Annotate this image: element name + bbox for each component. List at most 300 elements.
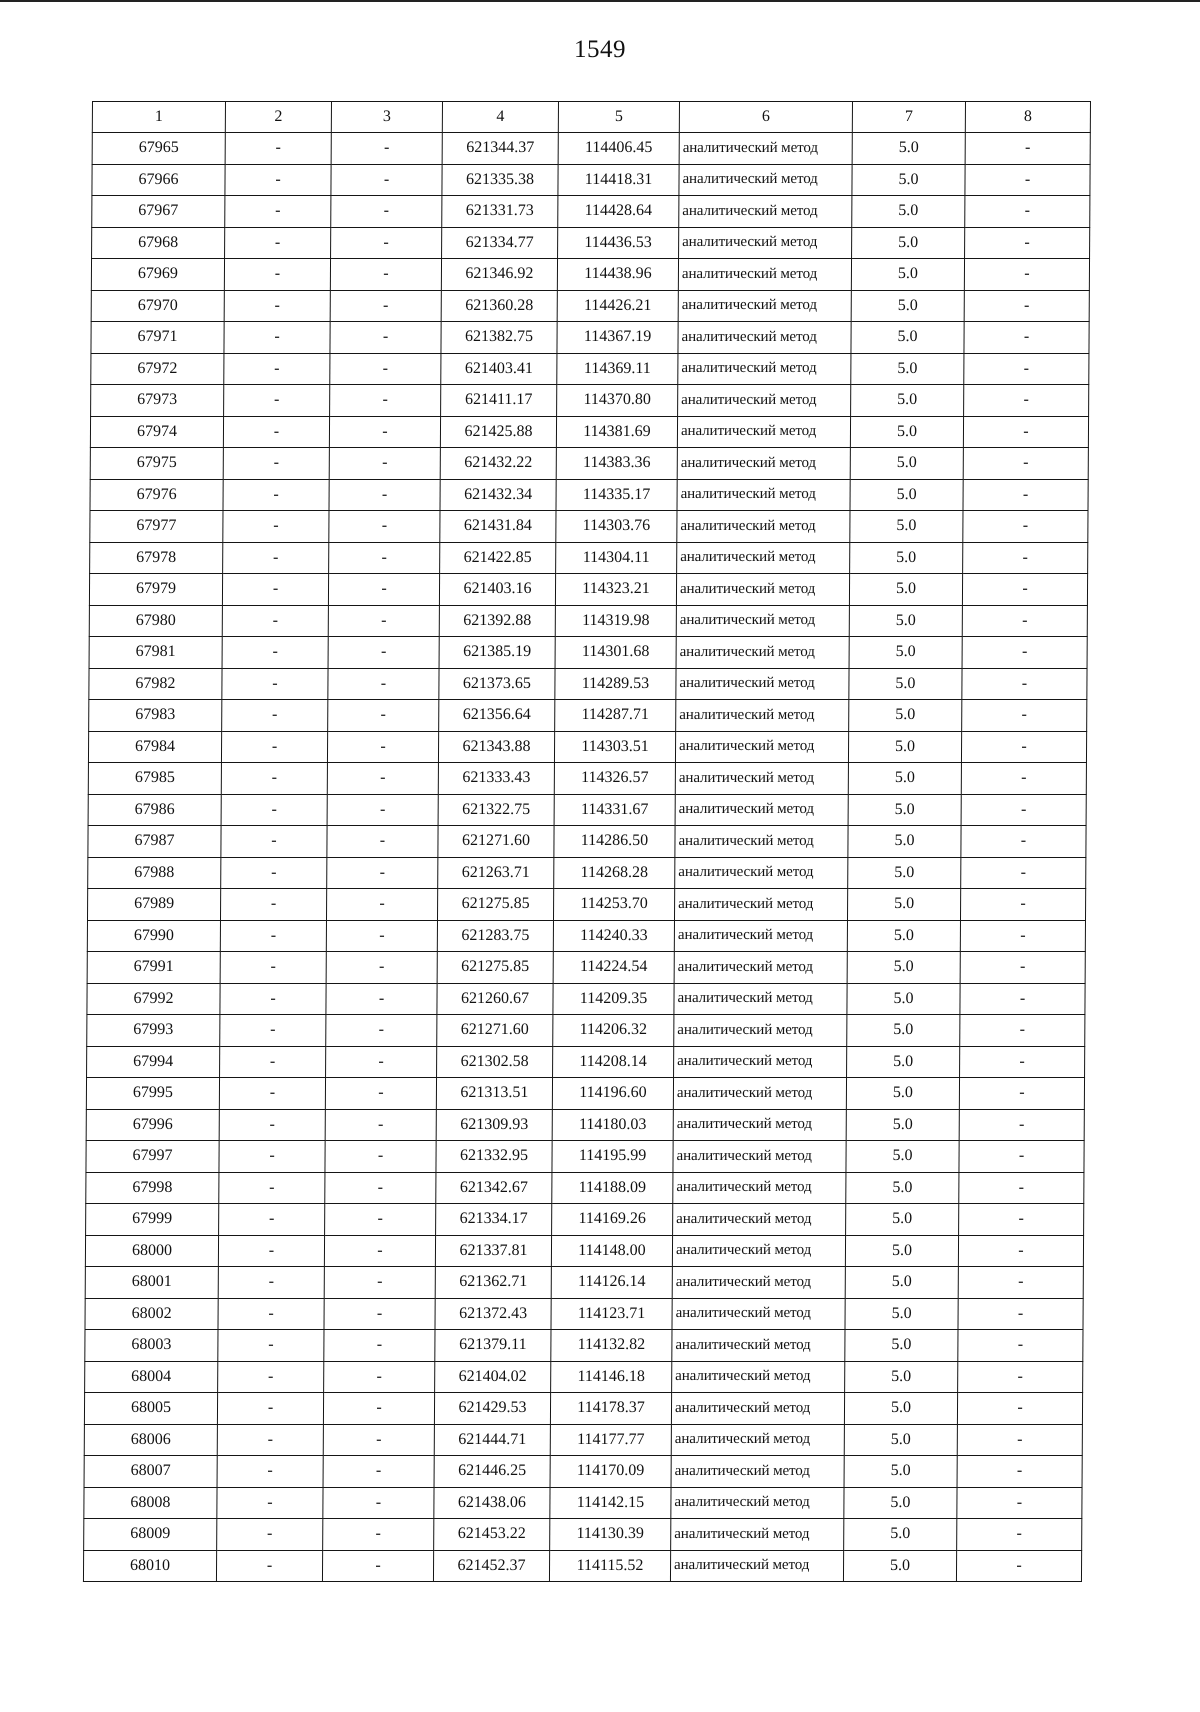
accuracy-cell: 5.0: [851, 259, 964, 291]
x-coordinate-cell: 621403.16: [439, 574, 555, 606]
point-number-cell: 67966: [92, 164, 225, 196]
col2-cell: -: [224, 385, 330, 417]
col3-cell: -: [329, 416, 440, 448]
point-number-cell: 67981: [89, 637, 222, 669]
col3-cell: -: [324, 1330, 435, 1362]
col8-cell: -: [961, 731, 1086, 763]
method-cell: аналитический метод: [677, 511, 850, 543]
col3-cell: -: [327, 731, 438, 763]
method-cell: аналитический метод: [671, 1456, 844, 1488]
x-coordinate-cell: 621429.53: [434, 1393, 550, 1425]
col2-cell: -: [219, 1204, 325, 1236]
y-coordinate-cell: 114304.11: [556, 542, 677, 574]
x-coordinate-cell: 621425.88: [440, 416, 556, 448]
col3-cell: -: [331, 133, 442, 165]
accuracy-cell: 5.0: [846, 1141, 959, 1173]
col3-cell: -: [327, 794, 438, 826]
x-coordinate-cell: 621275.85: [437, 889, 553, 921]
accuracy-cell: 5.0: [849, 668, 962, 700]
y-coordinate-cell: 114303.76: [556, 511, 677, 543]
col8-cell: -: [963, 416, 1088, 448]
col8-cell: -: [962, 637, 1087, 669]
method-cell: аналитический метод: [676, 637, 849, 669]
method-cell: аналитический метод: [679, 133, 852, 165]
col8-cell: -: [957, 1519, 1082, 1551]
col2-cell: -: [225, 227, 331, 259]
col8-cell: -: [964, 353, 1089, 385]
method-cell: аналитический метод: [671, 1487, 844, 1519]
y-coordinate-cell: 114130.39: [550, 1519, 671, 1551]
col3-cell: -: [329, 542, 440, 574]
table-row: [92, 164, 1090, 196]
accuracy-cell: 5.0: [852, 196, 965, 228]
col3-cell: -: [330, 259, 441, 291]
method-cell: аналитический метод: [673, 1141, 846, 1173]
accuracy-cell: 5.0: [849, 637, 962, 669]
table-row: [89, 574, 1087, 606]
col2-cell: -: [220, 920, 326, 952]
accuracy-cell: 5.0: [847, 889, 960, 921]
col8-cell: -: [964, 259, 1089, 291]
point-number-cell: 67982: [89, 668, 222, 700]
point-number-cell: 67995: [86, 1078, 219, 1110]
table-row: [88, 826, 1086, 858]
y-coordinate-cell: 114286.50: [554, 826, 675, 858]
method-cell: аналитический метод: [677, 416, 850, 448]
table-row: [91, 290, 1089, 322]
accuracy-cell: 5.0: [848, 857, 961, 889]
col3-cell: -: [331, 227, 442, 259]
col2-cell: -: [225, 196, 331, 228]
point-number-cell: 67972: [91, 353, 224, 385]
accuracy-cell: 5.0: [848, 794, 961, 826]
x-coordinate-cell: 621332.95: [436, 1141, 552, 1173]
col8-cell: -: [963, 448, 1088, 480]
point-number-cell: 67998: [86, 1172, 219, 1204]
accuracy-cell: 5.0: [851, 290, 964, 322]
y-coordinate-cell: 114206.32: [553, 1015, 674, 1047]
method-cell: аналитический метод: [674, 1046, 847, 1078]
accuracy-cell: 5.0: [850, 479, 963, 511]
col3-cell: -: [325, 1141, 436, 1173]
col3-cell: -: [329, 479, 440, 511]
x-coordinate-cell: 621444.71: [434, 1424, 550, 1456]
col3-cell: -: [326, 920, 437, 952]
col8-cell: -: [959, 1172, 1084, 1204]
x-coordinate-cell: 621372.43: [435, 1298, 551, 1330]
accuracy-cell: 5.0: [848, 763, 961, 795]
x-coordinate-cell: 621379.11: [435, 1330, 551, 1362]
x-coordinate-cell: 621373.65: [439, 668, 555, 700]
method-cell: аналитический метод: [673, 1078, 846, 1110]
y-coordinate-cell: 114224.54: [553, 952, 674, 984]
method-cell: аналитический метод: [676, 574, 849, 606]
x-coordinate-cell: 621453.22: [434, 1519, 550, 1551]
col8-cell: -: [965, 227, 1090, 259]
col8-cell: -: [964, 385, 1089, 417]
x-coordinate-cell: 621322.75: [438, 794, 554, 826]
point-number-cell: 67969: [91, 259, 224, 291]
method-cell: аналитический метод: [673, 1204, 846, 1236]
col2-cell: -: [218, 1235, 324, 1267]
col2-cell: -: [225, 164, 331, 196]
page-number: 1549: [574, 36, 626, 63]
table-row: [87, 889, 1085, 921]
table-row: [89, 668, 1087, 700]
x-coordinate-cell: 621271.60: [437, 1015, 553, 1047]
method-cell: аналитический метод: [678, 259, 851, 291]
method-cell: аналитический метод: [675, 826, 848, 858]
col8-cell: -: [959, 1109, 1084, 1141]
col2-cell: -: [218, 1267, 324, 1299]
col3-cell: -: [326, 1046, 437, 1078]
col3-cell: -: [323, 1393, 434, 1425]
y-coordinate-cell: 114240.33: [553, 920, 674, 952]
accuracy-cell: 5.0: [845, 1235, 958, 1267]
table-row: [88, 763, 1086, 795]
col2-cell: -: [222, 668, 328, 700]
column-header: 5: [558, 102, 679, 133]
method-cell: аналитический метод: [676, 605, 849, 637]
accuracy-cell: 5.0: [852, 164, 965, 196]
table-row: [90, 542, 1088, 574]
col3-cell: -: [330, 385, 441, 417]
header-row: [92, 102, 1090, 133]
y-coordinate-cell: 114253.70: [553, 889, 674, 921]
col2-cell: -: [223, 511, 329, 543]
accuracy-cell: 5.0: [844, 1424, 957, 1456]
x-coordinate-cell: 621452.37: [433, 1550, 549, 1582]
x-coordinate-cell: 621438.06: [434, 1487, 550, 1519]
col8-cell: -: [957, 1487, 1082, 1519]
col2-cell: -: [220, 1046, 326, 1078]
x-coordinate-cell: 621362.71: [435, 1267, 551, 1299]
col3-cell: -: [330, 353, 441, 385]
point-number-cell: 67994: [87, 1046, 220, 1078]
table-row: [88, 794, 1086, 826]
col2-cell: -: [218, 1361, 324, 1393]
column-header: 4: [442, 102, 558, 133]
x-coordinate-cell: 621275.85: [437, 952, 553, 984]
table-row: [91, 385, 1089, 417]
table-body: [83, 133, 1090, 1582]
col2-cell: -: [217, 1456, 323, 1488]
col3-cell: -: [324, 1267, 435, 1299]
x-coordinate-cell: 621334.77: [442, 227, 558, 259]
method-cell: аналитический метод: [674, 983, 847, 1015]
col2-cell: -: [220, 952, 326, 984]
col3-cell: -: [328, 605, 439, 637]
method-cell: аналитический метод: [675, 857, 848, 889]
col2-cell: -: [220, 889, 326, 921]
table-row: [88, 857, 1086, 889]
col8-cell: -: [962, 700, 1087, 732]
point-number-cell: 67979: [89, 574, 222, 606]
col2-cell: -: [224, 353, 330, 385]
y-coordinate-cell: 114369.11: [557, 353, 678, 385]
table-row: [86, 1172, 1084, 1204]
table-row: [84, 1487, 1082, 1519]
table-row: [86, 1078, 1084, 1110]
col2-cell: -: [223, 479, 329, 511]
accuracy-cell: 5.0: [845, 1298, 958, 1330]
col8-cell: -: [960, 983, 1085, 1015]
point-number-cell: 68007: [84, 1456, 217, 1488]
y-coordinate-cell: 114148.00: [551, 1235, 672, 1267]
col2-cell: -: [219, 1141, 325, 1173]
x-coordinate-cell: 621302.58: [437, 1046, 553, 1078]
method-cell: аналитический метод: [672, 1235, 845, 1267]
col2-cell: -: [220, 983, 326, 1015]
col2-cell: -: [219, 1109, 325, 1141]
y-coordinate-cell: 114331.67: [554, 794, 675, 826]
point-number-cell: 68001: [85, 1267, 218, 1299]
column-header: 8: [965, 102, 1090, 133]
col2-cell: -: [221, 794, 327, 826]
method-cell: аналитический метод: [674, 952, 847, 984]
x-coordinate-cell: 621382.75: [441, 322, 557, 354]
col2-cell: -: [220, 1015, 326, 1047]
col3-cell: -: [329, 511, 440, 543]
point-number-cell: 67989: [87, 889, 220, 921]
col8-cell: -: [961, 826, 1086, 858]
y-coordinate-cell: 114146.18: [551, 1361, 672, 1393]
y-coordinate-cell: 114142.15: [550, 1487, 671, 1519]
point-number-cell: 67993: [87, 1015, 220, 1047]
col2-cell: -: [221, 857, 327, 889]
table-row: [83, 1550, 1081, 1582]
col3-cell: -: [324, 1361, 435, 1393]
point-number-cell: 67974: [90, 416, 223, 448]
col2-cell: -: [216, 1550, 322, 1582]
y-coordinate-cell: 114208.14: [553, 1046, 674, 1078]
col8-cell: -: [958, 1235, 1083, 1267]
col2-cell: -: [224, 290, 330, 322]
col3-cell: -: [328, 700, 439, 732]
point-number-cell: 68002: [85, 1298, 218, 1330]
col8-cell: -: [963, 479, 1088, 511]
point-number-cell: 67976: [90, 479, 223, 511]
col8-cell: -: [962, 605, 1087, 637]
y-coordinate-cell: 114370.80: [557, 385, 678, 417]
table-row: [92, 227, 1090, 259]
col2-cell: -: [221, 763, 327, 795]
method-cell: аналитический метод: [674, 920, 847, 952]
col3-cell: -: [328, 668, 439, 700]
col2-cell: -: [221, 826, 327, 858]
point-number-cell: 67991: [87, 952, 220, 984]
table-row: [85, 1235, 1083, 1267]
accuracy-cell: 5.0: [846, 1204, 959, 1236]
accuracy-cell: 5.0: [846, 1078, 959, 1110]
method-cell: аналитический метод: [678, 290, 851, 322]
col3-cell: -: [323, 1487, 434, 1519]
table-row: [89, 700, 1087, 732]
col2-cell: -: [217, 1424, 323, 1456]
table-row: [86, 1141, 1084, 1173]
method-cell: аналитический метод: [674, 889, 847, 921]
y-coordinate-cell: 114196.60: [552, 1078, 673, 1110]
table-row: [86, 1204, 1084, 1236]
x-coordinate-cell: 621432.34: [440, 479, 556, 511]
method-cell: аналитический метод: [679, 164, 852, 196]
col2-cell: -: [224, 322, 330, 354]
accuracy-cell: 5.0: [845, 1267, 958, 1299]
point-number-cell: 67983: [89, 700, 222, 732]
point-number-cell: 67988: [88, 857, 221, 889]
col3-cell: -: [329, 448, 440, 480]
col8-cell: -: [964, 322, 1089, 354]
x-coordinate-cell: 621334.17: [436, 1204, 552, 1236]
y-coordinate-cell: 114177.77: [550, 1424, 671, 1456]
col8-cell: -: [960, 952, 1085, 984]
col8-cell: -: [963, 542, 1088, 574]
y-coordinate-cell: 114319.98: [555, 605, 676, 637]
col2-cell: -: [219, 1078, 325, 1110]
table-row: [88, 731, 1086, 763]
accuracy-cell: 5.0: [844, 1393, 957, 1425]
x-coordinate-cell: 621283.75: [437, 920, 553, 952]
y-coordinate-cell: 114418.31: [558, 164, 679, 196]
y-coordinate-cell: 114438.96: [557, 259, 678, 291]
point-number-cell: 68003: [85, 1330, 218, 1362]
col2-cell: -: [217, 1393, 323, 1425]
y-coordinate-cell: 114406.45: [558, 133, 679, 165]
x-coordinate-cell: 621446.25: [434, 1456, 550, 1488]
table-row: [84, 1519, 1082, 1551]
y-coordinate-cell: 114180.03: [552, 1109, 673, 1141]
x-coordinate-cell: 621263.71: [438, 857, 554, 889]
y-coordinate-cell: 114436.53: [558, 227, 679, 259]
col8-cell: -: [961, 763, 1086, 795]
x-coordinate-cell: 621343.88: [438, 731, 554, 763]
col8-cell: -: [965, 164, 1090, 196]
x-coordinate-cell: 621360.28: [441, 290, 557, 322]
accuracy-cell: 5.0: [849, 574, 962, 606]
y-coordinate-cell: 114381.69: [556, 416, 677, 448]
accuracy-cell: 5.0: [849, 605, 962, 637]
y-coordinate-cell: 114195.99: [552, 1141, 673, 1173]
method-cell: аналитический метод: [671, 1393, 844, 1425]
x-coordinate-cell: 621431.84: [440, 511, 556, 543]
accuracy-cell: 5.0: [846, 1109, 959, 1141]
y-coordinate-cell: 114188.09: [552, 1172, 673, 1204]
y-coordinate-cell: 114428.64: [558, 196, 679, 228]
accuracy-cell: 5.0: [850, 511, 963, 543]
point-number-cell: 67968: [92, 227, 225, 259]
col3-cell: -: [328, 637, 439, 669]
accuracy-cell: 5.0: [847, 983, 960, 1015]
accuracy-cell: 5.0: [847, 920, 960, 952]
accuracy-cell: 5.0: [850, 542, 963, 574]
col8-cell: -: [964, 290, 1089, 322]
col3-cell: -: [325, 1172, 436, 1204]
x-coordinate-cell: 621403.41: [441, 353, 557, 385]
y-coordinate-cell: 114289.53: [555, 668, 676, 700]
accuracy-cell: 5.0: [847, 952, 960, 984]
point-number-cell: 67970: [91, 290, 224, 322]
col3-cell: -: [324, 1298, 435, 1330]
accuracy-cell: 5.0: [851, 353, 964, 385]
col2-cell: -: [222, 637, 328, 669]
point-number-cell: 67992: [87, 983, 220, 1015]
y-coordinate-cell: 114178.37: [550, 1393, 671, 1425]
x-coordinate-cell: 621432.22: [440, 448, 556, 480]
point-number-cell: 67984: [88, 731, 221, 763]
table-row: [85, 1298, 1083, 1330]
point-number-cell: 67978: [90, 542, 223, 574]
accuracy-cell: 5.0: [844, 1519, 957, 1551]
table-row: [91, 353, 1089, 385]
method-cell: аналитический метод: [675, 731, 848, 763]
col3-cell: -: [322, 1550, 433, 1582]
accuracy-cell: 5.0: [847, 1015, 960, 1047]
x-coordinate-cell: 621335.38: [442, 164, 558, 196]
point-number-cell: 67986: [88, 794, 221, 826]
coordinates-table: [83, 101, 1091, 1582]
table-row: [87, 952, 1085, 984]
method-cell: аналитический метод: [670, 1550, 843, 1582]
x-coordinate-cell: 621344.37: [442, 133, 558, 165]
accuracy-cell: 5.0: [848, 731, 961, 763]
y-coordinate-cell: 114301.68: [555, 637, 676, 669]
col3-cell: -: [323, 1519, 434, 1551]
point-number-cell: 67990: [87, 920, 220, 952]
method-cell: аналитический метод: [674, 1015, 847, 1047]
col3-cell: -: [327, 857, 438, 889]
accuracy-cell: 5.0: [843, 1550, 956, 1582]
table-row: [90, 448, 1088, 480]
col8-cell: -: [961, 794, 1086, 826]
col8-cell: -: [962, 574, 1087, 606]
point-number-cell: 68010: [83, 1550, 216, 1582]
col2-cell: -: [222, 700, 328, 732]
method-cell: аналитический метод: [679, 196, 852, 228]
col3-cell: -: [331, 196, 442, 228]
col3-cell: -: [327, 763, 438, 795]
y-coordinate-cell: 114426.21: [557, 290, 678, 322]
col8-cell: -: [957, 1456, 1082, 1488]
top-border-line: [0, 0, 1200, 2]
point-number-cell: 68000: [85, 1235, 218, 1267]
accuracy-cell: 5.0: [844, 1456, 957, 1488]
table-row: [91, 322, 1089, 354]
method-cell: аналитический метод: [673, 1172, 846, 1204]
method-cell: аналитический метод: [679, 227, 852, 259]
col8-cell: -: [958, 1267, 1083, 1299]
col3-cell: -: [325, 1109, 436, 1141]
point-number-cell: 67999: [86, 1204, 219, 1236]
table-row: [86, 1109, 1084, 1141]
column-header: 1: [92, 102, 225, 133]
method-cell: аналитический метод: [673, 1109, 846, 1141]
y-coordinate-cell: 114170.09: [550, 1456, 671, 1488]
table-row: [85, 1361, 1083, 1393]
col2-cell: -: [223, 416, 329, 448]
point-number-cell: 68009: [84, 1519, 217, 1551]
table-row: [91, 259, 1089, 291]
accuracy-cell: 5.0: [845, 1330, 958, 1362]
col8-cell: -: [958, 1298, 1083, 1330]
method-cell: аналитический метод: [672, 1361, 845, 1393]
accuracy-cell: 5.0: [846, 1172, 959, 1204]
x-coordinate-cell: 621385.19: [439, 637, 555, 669]
col8-cell: -: [958, 1361, 1083, 1393]
col8-cell: -: [960, 920, 1085, 952]
table-row: [84, 1393, 1082, 1425]
accuracy-cell: 5.0: [851, 385, 964, 417]
col3-cell: -: [328, 574, 439, 606]
